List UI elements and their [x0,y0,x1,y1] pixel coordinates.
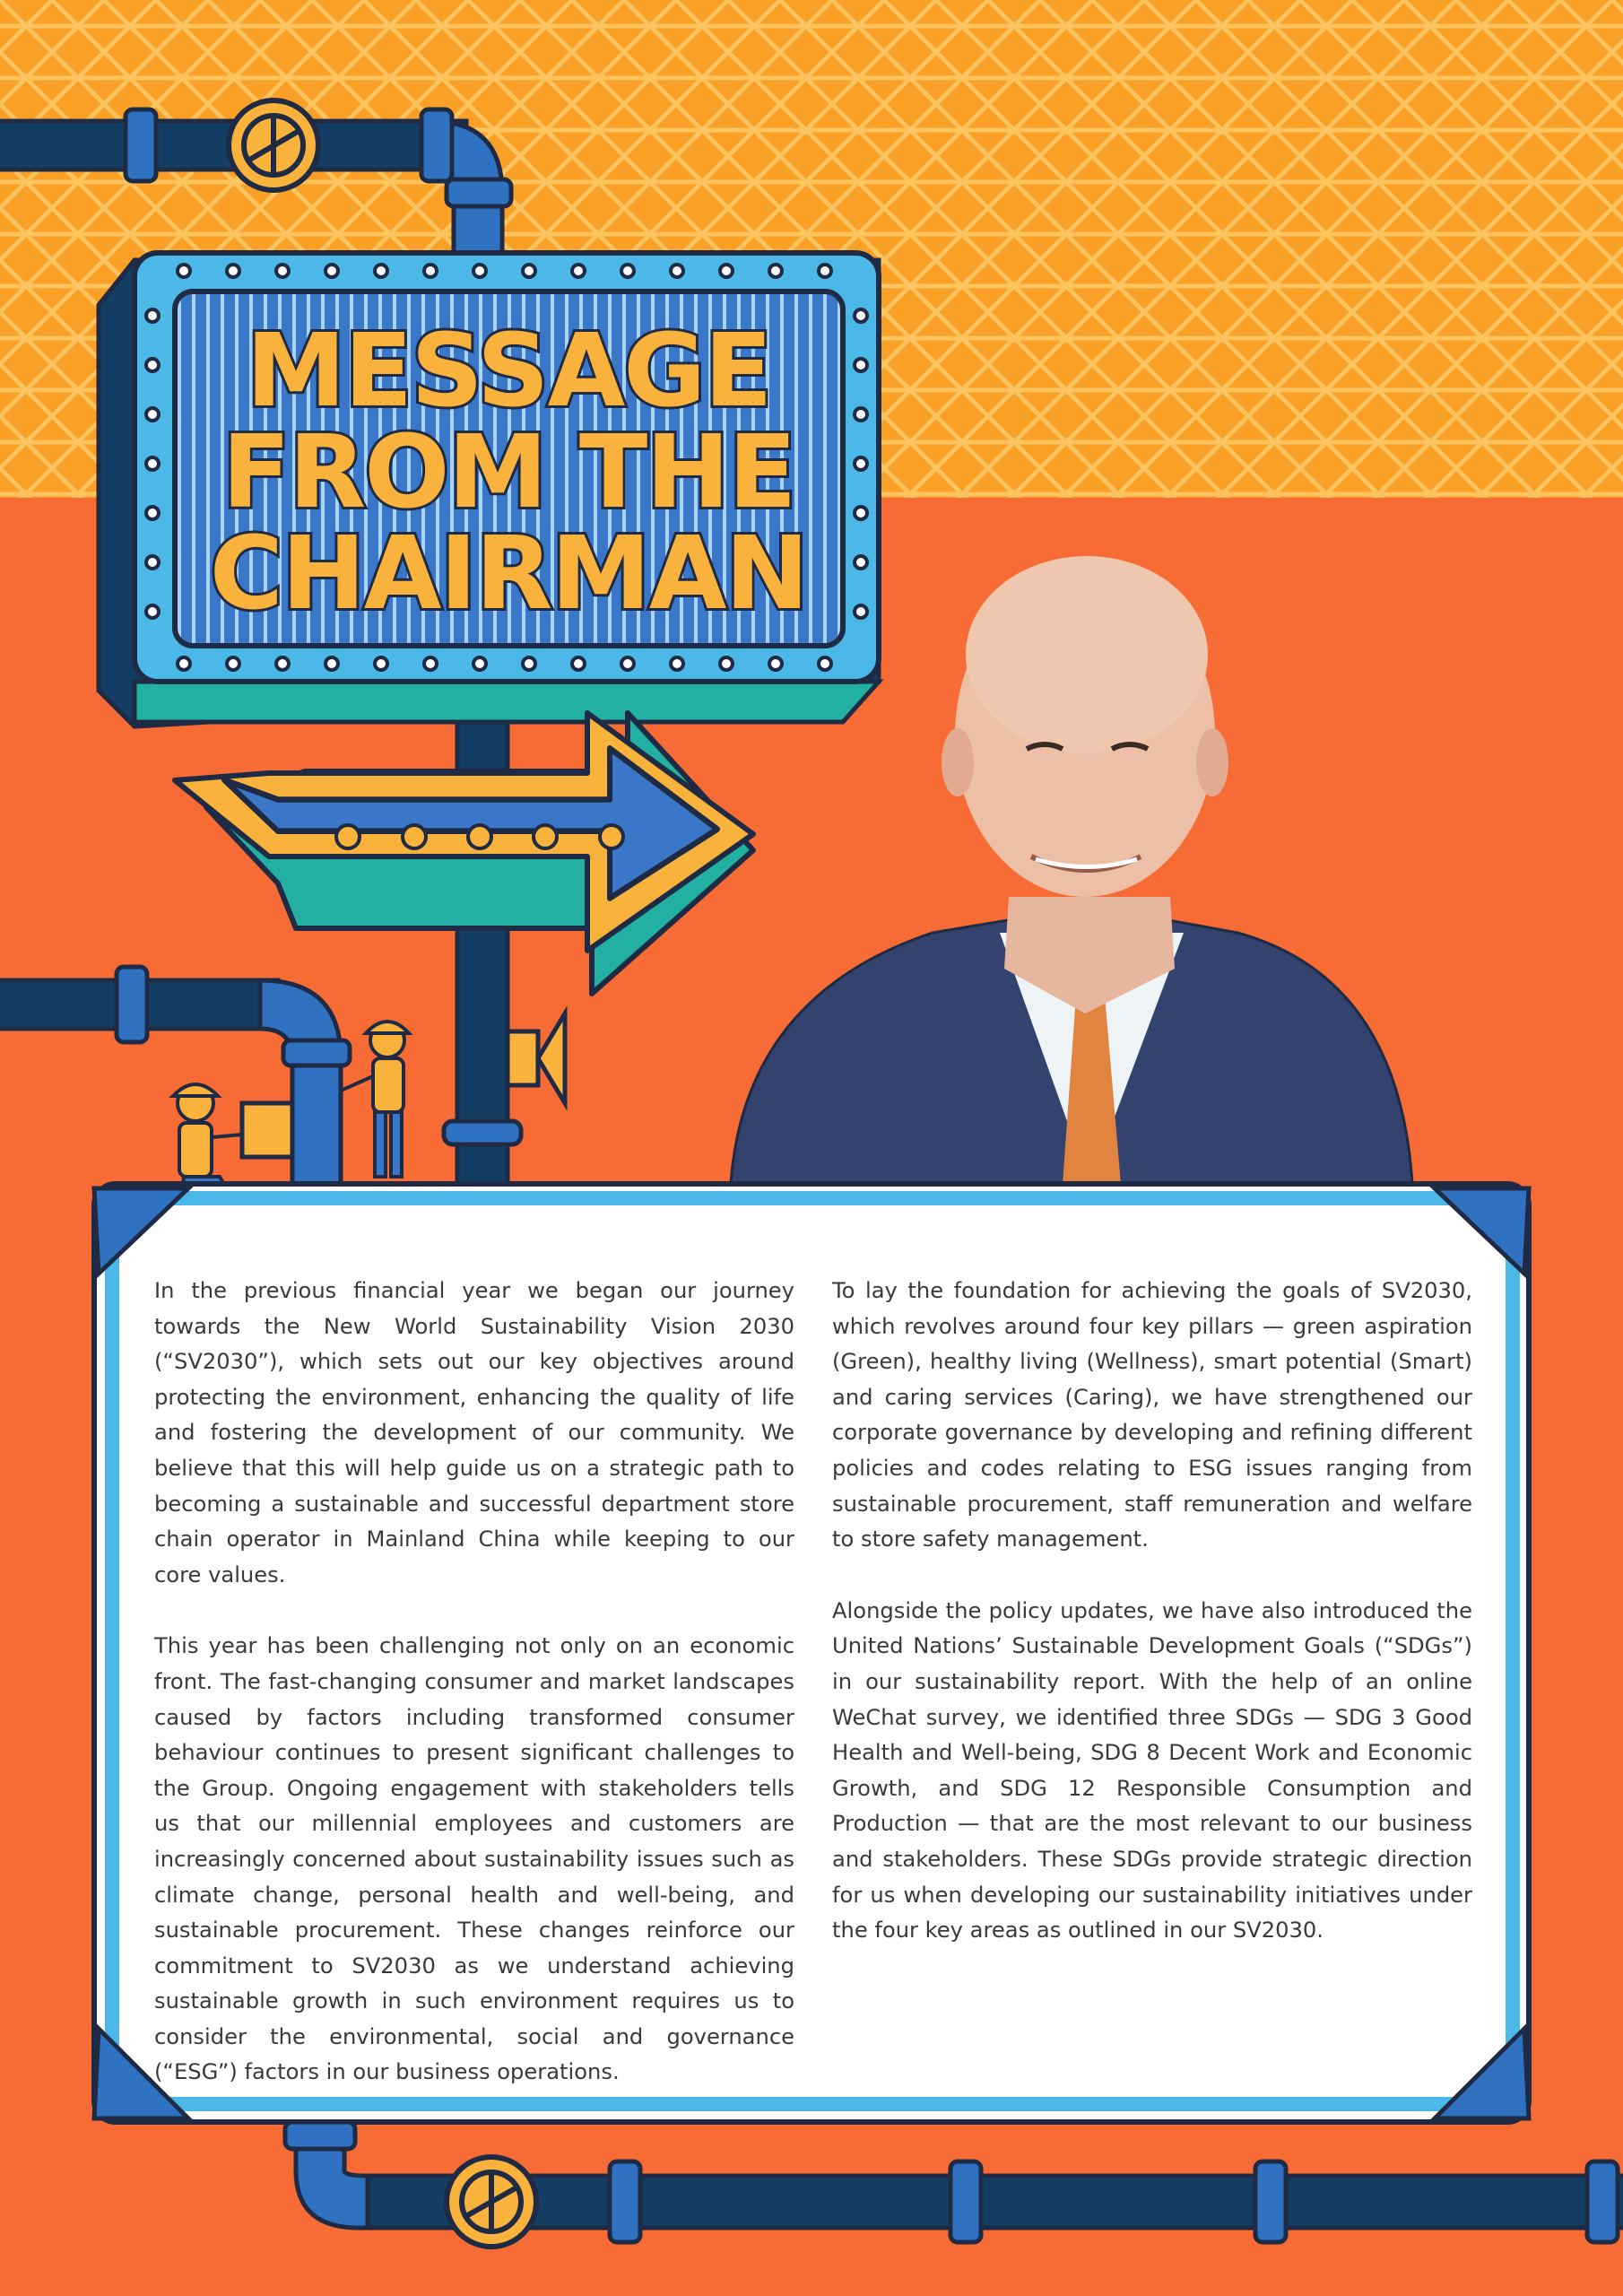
paragraph-1: In the previous financial year we began our journey towards the New World Sustainability Vision 2030 (“SV2030”), which sets out our key objectives around protecting the environment, enhancing the quality of life and fostering the development of our community. We believe that this will help guide us on a strategic path to becoming a sustainable and successful department store chain operator in Mainland China while keeping to our core values. [154,1278,794,1587]
sign-bulb [855,359,867,371]
bottom-valve-wheel-icon [447,2157,536,2247]
sign-bulb [720,657,733,670]
sign-bulb [769,657,782,670]
sign-bulb [855,309,867,322]
sign-bulb [227,265,239,277]
sign-bulb [523,657,535,670]
sign-bulb [523,265,535,277]
top-valve-wheel-icon [229,100,318,190]
sign-bulb [375,265,387,277]
sign-bulb [819,265,831,277]
right-column [832,1274,1472,2068]
title-line-3: CHAIRMAN [209,516,808,632]
sign-bulb [671,265,683,277]
sign-bulb [227,657,239,670]
sign-bulb [855,507,867,519]
sign-bulb [325,657,338,670]
sign-bulb [819,657,831,670]
sign-bulb [572,657,585,670]
sign-bulb [146,507,159,519]
sign-bulb [424,265,437,277]
sign-bulb [671,657,683,670]
sign-bulb [720,265,733,277]
sign-bulb [146,605,159,618]
sign-bulb [855,457,867,470]
sign-bulb [375,657,387,670]
title-line-2: FROM THE [221,414,795,531]
sign-bulb [325,265,338,277]
sign-bulb [276,265,289,277]
sign-bulb [769,265,782,277]
paragraph-2: This year has been challenging not only on an economic front. The fast-changing consumer and market landscapes caused by factors including transformed consumer behaviour continues to present significant challenges to the Group. Ongoing engagement with stakeholders tells us that our millennial employees and customers are increasingly concerned about sustainability issues such as climate change, personal health and well-being, and sustainable procurement. These changes reinforce our commitment to SV2030 as we understand achieving sustainable growth in such environment requires us to consider the environmental, social and governance (“ESG”) factors in our business operations. [154,1633,794,2085]
sign-bulb [178,657,190,670]
sign-bulb [146,359,159,371]
message-body [154,1274,1472,2085]
sign-bulb [146,309,159,322]
sign-bulb [473,265,486,277]
sign-bulb [146,556,159,569]
title-line-1: MESSAGE [246,313,771,430]
sign-bulb [621,657,634,670]
title-sign [99,253,879,726]
sign-bulb [621,265,634,277]
sign-bulb [855,556,867,569]
paragraph-4: Alongside the policy updates, we have also introduced the United Nations’ Sustainable Development Goals (“SDGs”) in our sustainability report. With the help of an online WeChat survey, we identified three SDGs — SDG 3 Good Health and Well-being, SDG 8 Decent Work and Economic Growth, and SDG 12 Responsible Consumption and Production — that are the most relevant to our business and stakeholders. These SDGs provide strategic direction for us when developing our sustainability initiatives under the four key areas as outlined in our SV2030. [832,1597,1472,1944]
sign-bulb [146,408,159,421]
sign-bulb [855,605,867,618]
sign-bulb [473,657,486,670]
sign-bulb [572,265,585,277]
sign-bulb [276,657,289,670]
paragraph-3: To lay the foundation for achieving the goals of SV2030, which revolves around four key pillars — green aspiration (Green), healthy living (Wellness), smart potential (Smart) and caring services (Caring), we have strengthened our corporate governance by developing and refining different policies and codes relating to ESG issues ranging from sustainable procurement, staff remuneration and welfare to store safety management. [832,1278,1472,1552]
left-column [154,1274,794,2085]
sign-bulb [146,457,159,470]
sign-bulb [424,657,437,670]
sign-bulb [855,408,867,421]
sign-bulb [178,265,190,277]
